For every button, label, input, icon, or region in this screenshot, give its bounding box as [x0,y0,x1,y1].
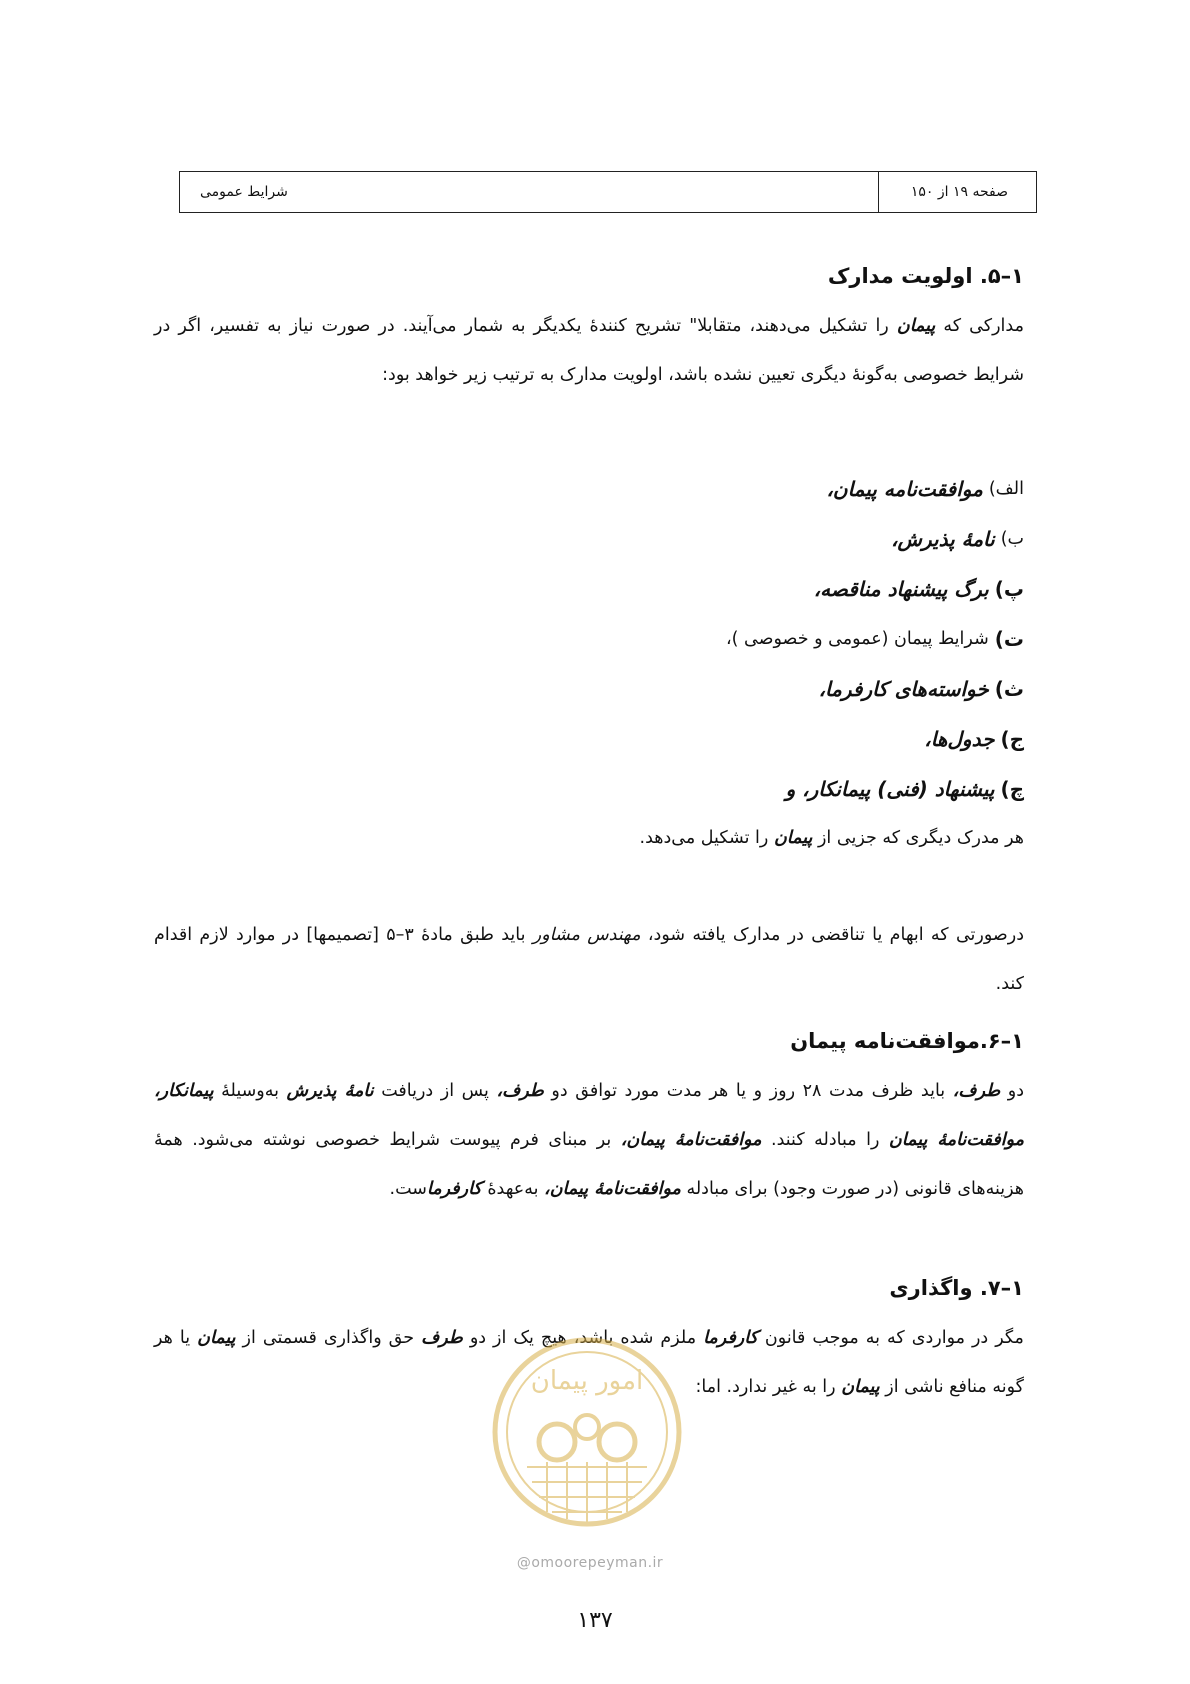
priority-list-item [154,664,1024,714]
text-run: را به غیر ندارد. اما: [695,1377,836,1397]
list-item-text: خواسته‌های کارفرما، [818,677,989,701]
page-header [179,171,1037,213]
list-item-text: پیشنهاد (فنی) پیمانکار، و [785,777,995,801]
gear-icon [539,1424,575,1460]
list-item-text: شرایط پیمان (عمومی و خصوصی )، [726,629,989,649]
header-section-title: شرایط عمومی [200,184,288,200]
text-run: حق واگذاری قسمتی از [242,1328,415,1348]
list-item-text: جدول‌ها، [924,727,995,751]
term-peyman: پیمان [197,1328,236,1348]
gear-icon [599,1424,635,1460]
text-run: ست. [389,1179,427,1199]
term-party: طرف، [496,1081,544,1101]
text-run: را تشکیل می‌دهند، متقابلا" تشریح کنندهٔ یکدیگر به شمار می‌آیند. در صورت نیاز به تفسیر، اگر در شرایط خصوصی به‌گونهٔ دیگری تعیین نشده باشد، اولویت مدارک به ترتیب زیر خواهد بود: [154,316,1024,385]
list-item-label: ت) [994,627,1024,651]
text-run: به‌وسیلهٔ [221,1081,279,1101]
term-party: طرف [421,1328,463,1348]
page-number: ۱۳۷ [577,1608,613,1633]
text-run: بر مبنای فرم پیوست شرایط خصوصی نوشته می‌شود. همهٔ هزینه‌های قانونی (در صورت وجود) برای مبادله [154,1130,1024,1199]
list-item-text: برگ پیشنهاد مناقصه، [813,577,989,601]
text-run: مدارکی که [943,316,1024,336]
text-run: یا هر گونه منافع ناشی از [154,1328,1024,1397]
text-run: پس از دریافت [381,1081,489,1101]
term-employer: کارفرما [426,1179,482,1199]
term-peyman: پیمان [896,316,936,336]
list-item-text: موافقت‌نامه پیمان، [826,477,983,501]
text-run: دو [1007,1081,1024,1101]
priority-list-item [154,714,1024,764]
term-agreement: موافقت‌نامهٔ پیمان، [544,1179,681,1199]
list-item-label: الف) [988,479,1024,499]
text-run: را تشکیل می‌دهد. [639,828,769,848]
paragraph-priority-intro [154,302,1024,400]
text-run: به‌عهدهٔ [487,1179,539,1199]
term-engineer: مهندس مشاور [532,925,641,945]
document-body [154,250,1024,1412]
text-run: درصورتی که ابهام یا تناقضی در مدارک یافته شود، [647,925,1024,945]
section-heading-1-7: ۱–۷. واگذاری [889,1276,1024,1300]
list-item-label: ث) [994,677,1024,701]
priority-list [154,464,1024,814]
priority-list-item [154,564,1024,614]
page-info: صفحه ۱۹ از ۱۵۰ [878,172,1036,212]
text-run: هر مدرک دیگری که جزیی از [817,828,1024,848]
list-item-label: ج) [1000,727,1024,751]
gear-icon [575,1415,599,1439]
section-heading-1-6: ۱–۶.موافقت‌نامه پیمان [790,1029,1024,1053]
watermark-url: @omoorepeyman.ir [516,1555,664,1571]
term-peyman: پیمان [773,828,813,848]
paragraph-agreement [154,1067,1024,1214]
priority-list-item [154,764,1024,814]
text-run: باید طبق مادهٔ ۳–۵ [تصمیمها] در موارد لازم اقدام کند. [154,925,1024,994]
paragraph-ambiguity [154,911,1024,1009]
watermark-logo-text: امور پیمان [530,1366,644,1396]
term-contractor-agreement: پیمانکار، موافقت‌نامهٔ پیمان [154,1081,1024,1150]
text-run: ملزم شده باشد، هیچ یک از دو [469,1328,697,1348]
paragraph-other-documents [154,814,1024,863]
priority-list-item [154,464,1024,514]
text-run: را مبادله کنند. [771,1130,880,1150]
text-run: مگر در مواردی که به موجب قانون [764,1328,1024,1348]
term-peyman: پیمان [841,1377,880,1397]
list-item-text: نامهٔ پذیرش، [891,527,995,551]
section-heading-1-5: ۱–۵. اولویت مدارک [827,264,1024,288]
term-acceptance-letter: نامهٔ پذیرش [286,1081,374,1101]
priority-list-item [154,514,1024,564]
list-item-label: چ) [1000,777,1024,801]
term-agreement: موافقت‌نامهٔ پیمان، [620,1130,762,1150]
priority-list-item [154,614,1024,664]
list-item-label: ب) [1000,529,1024,549]
term-party: طرف، [952,1081,1001,1101]
term-employer: کارفرما [703,1328,758,1348]
watermark-logo [487,1327,687,1547]
list-item-label: پ) [994,577,1024,601]
text-run: باید ظرف مدت ۲۸ روز و یا هر مدت مورد توافق دو [551,1081,946,1101]
